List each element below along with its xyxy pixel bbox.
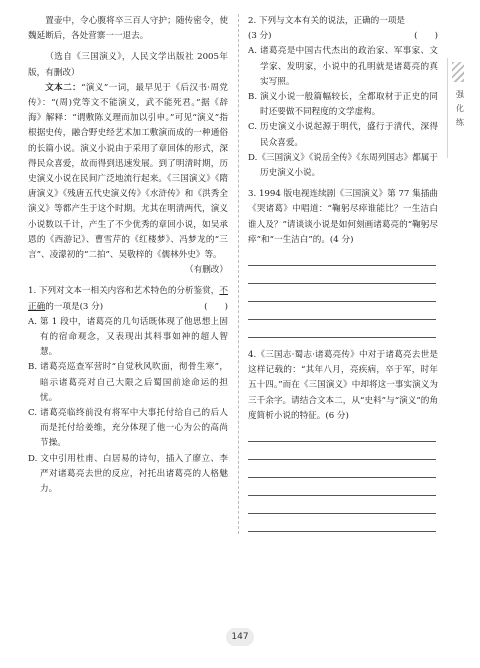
q1-answer-paren[interactable]: ( ): [204, 301, 228, 312]
answer-line[interactable]: [248, 496, 436, 514]
q4-answer-area[interactable]: [248, 424, 438, 532]
answer-line[interactable]: [248, 460, 436, 478]
right-column: [248, 14, 438, 532]
q2-option-c: C. 历史演义小说起源于明代，盛行于清代，深得民众喜爱。: [248, 122, 438, 148]
text1-source: （选自《三国演义》，人民文学出版社 2005年版，有删改）: [28, 52, 228, 78]
answer-line[interactable]: [248, 284, 436, 302]
text2-source: （有删改）: [185, 265, 228, 276]
q3-answer-area[interactable]: [248, 248, 438, 338]
q1-option-b: B. 诸葛亮巡查军营时“自觉秋风吹面，彻骨生寒”，暗示诸葛亮对自己大限之后蜀国前途命运的担忧。: [28, 362, 228, 403]
q1-option-d: D. 文中引用杜甫、白居易的诗句，插入了廖立、李严对诸葛亮去世的反应，衬托出诸葛亮的人格魅力。: [28, 453, 228, 495]
q2-option-b: B. 演义小说一般篇幅较长，全都取材于正史的同时还要做不同程度的文学虚构。: [248, 92, 438, 118]
q1-emphasis: 不正确: [28, 286, 229, 312]
q2-stem: 2. 下列与文本有关的说法，正确的一项是: [248, 16, 406, 26]
answer-line[interactable]: [248, 442, 436, 460]
q1-option-c: C. 诸葛亮临终前没有将军中大事托付给自己的后人而是托付给姜维，充分体现了他一心为公的高尚节操。: [28, 408, 228, 449]
q1-stem: 1. 下列对文本一相关内容和艺术特色的分析鉴赏，不正确的一项是(3 分) ( ): [28, 284, 228, 314]
q2-option-d: D.《三国演义》《说岳全传》《东周列国志》都属于历史演义小说。: [248, 152, 438, 179]
answer-line[interactable]: [248, 302, 436, 320]
answer-line[interactable]: [248, 478, 436, 496]
q2-option-a: A. 诸葛亮是中国古代杰出的政治家、军事家、文学家、发明家，小说中的孔明就是诸葛亮的真实写照。: [248, 46, 438, 87]
answer-line[interactable]: [248, 320, 436, 338]
q1-option-a: A. 第 1 段中，诸葛亮的几句话既体现了他思想上固有的宿命观念，又表现出其料事如神的超人智慧。: [28, 316, 228, 358]
side-tab-label: 强 化 练: [456, 90, 464, 127]
column-divider: [238, 14, 239, 534]
q3-stem: 3. 1994 版电视连续剧《三国演义》第 77 集插曲《哭诸葛》中唱道：“鞠躬尽瘁谁能比？一生洁白谁人及？”请谈谈小说是如何刻画诸葛亮的“鞠躬尽瘁”和“一生洁白”的。(4 分): [248, 189, 438, 245]
answer-line[interactable]: [248, 248, 436, 266]
text2-paragraph: [28, 81, 228, 263]
q4-stem: 4.《三国志·蜀志·诸葛亮传》中对于诸葛亮去世是这样记载的：“其年八月，亮疾病，卒于军，时年五十四。”而在《三国演义》中却将这一事实演义为三千余字。请结合文本二，从“史料”与“演义”的角度简析小说的特征。(6 分): [248, 350, 438, 421]
answer-line[interactable]: [248, 266, 436, 284]
text2-label: 文本二：: [45, 82, 82, 93]
left-column: [28, 14, 228, 497]
q2-score-line: (3 分) ( ): [248, 29, 438, 44]
answer-line[interactable]: [248, 424, 436, 442]
q2-answer-paren[interactable]: ( ): [414, 31, 438, 42]
answer-line[interactable]: [248, 514, 436, 532]
text2-body: “演义”一词，最早见于《后汉书·周党传》：“(周)党等文不能演义，武不能死君。”据《辞海》解释：“谓敷陈义理而加以引申。”可见“演义”指根据史传，融合野史经艺术加工敷演而成的一种通俗的长篇小说。演义小说由于采用了章回体的形式，深得民众喜爱，故而得到迅速发展。到了明清时期，历史演义小说在民间广泛地流行起来。《三国演义》《隋唐演义》《残唐五代史演义传》《水浒传》和《洪秀全演义》等都产生于这个时期。尤其在明清两代，演义小说数以千计，产生了不少优秀的章回小说，如吴承恩的《西游记》、曹雪芹的《红楼梦》、冯梦龙的“三言”、凌濛初的“二拍”、吴敬梓的《儒林外史》等。: [28, 82, 228, 261]
stripe-decoration-icon: [452, 62, 464, 82]
text1-ending-paragraph: 置壶中，令心腹将卒三百人守护；随传密令，使魏延断后，各处营寨一一退去。: [28, 16, 228, 42]
page-number: 147: [222, 628, 258, 646]
